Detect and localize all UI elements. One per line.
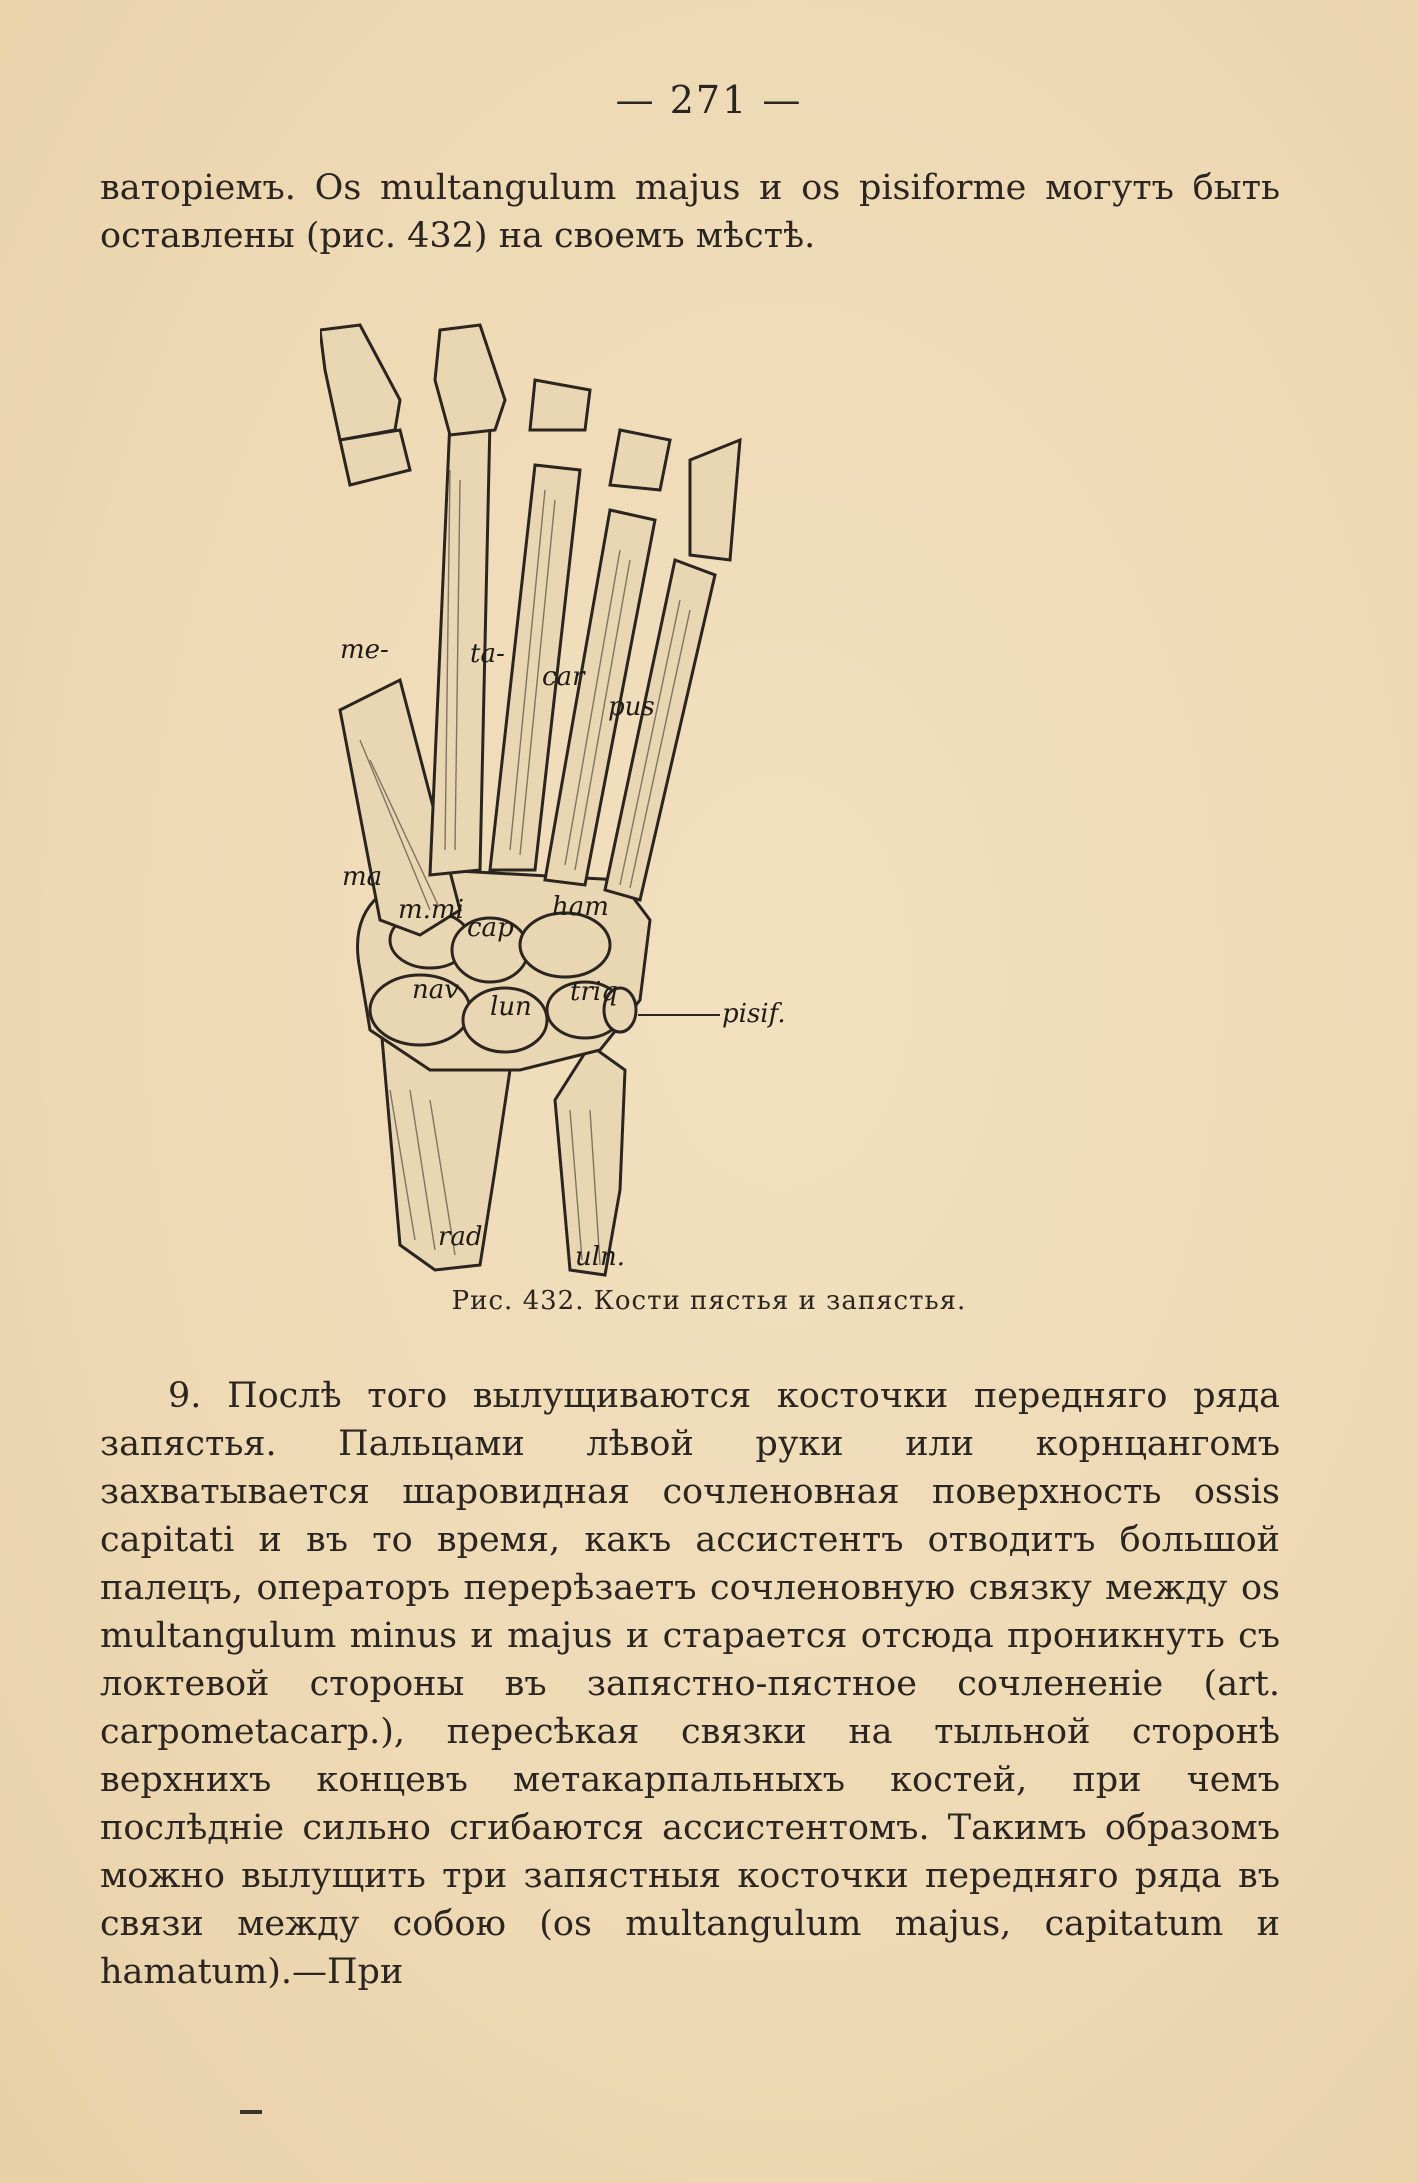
top-paragraph-block	[100, 164, 1280, 260]
label-ham: ham	[552, 892, 609, 922]
ink-mark	[240, 2110, 262, 2114]
label-ta: ta-	[470, 639, 505, 669]
label-cap: cap	[467, 913, 514, 943]
hand-bones-figure	[320, 310, 1040, 1285]
label-triq: triq	[570, 977, 618, 1007]
page-number: — 271 —	[615, 78, 803, 122]
label-lun: lun	[490, 992, 532, 1022]
bone-drawing	[320, 325, 740, 1275]
label-me: me-	[340, 635, 389, 665]
figure-caption: Рис. 432. Кости пястья и запястья.	[451, 1286, 967, 1316]
body-paragraph-block	[100, 1372, 1280, 1996]
label-nav: nav	[412, 975, 459, 1005]
hand-bones-illustration	[320, 310, 1040, 1285]
label-rad: rad	[438, 1222, 483, 1252]
label-pus: pus	[608, 692, 655, 722]
label-mmi: m.mi	[398, 895, 464, 925]
top-paragraph: ваторіемъ. Os multangulum majus и os pisiforme могутъ быть оставлены (рис. 432) на своемъ мѣстѣ.	[100, 168, 1280, 256]
label-uln: uln.	[575, 1242, 626, 1272]
label-car: car	[542, 662, 585, 692]
label-ma: ma	[342, 862, 383, 892]
body-paragraph: 9. Послѣ того вылущиваются косточки передняго ряда запястья. Пальцами лѣвой руки или корнцангомъ захватывается шаровидная сочленовная поверхность ossis capitati и въ то время, какъ ассистентъ отводитъ большой палецъ, операторъ перерѣзаетъ сочленовную связку между os multangulum minus и majus и старается отсюда проникнуть съ локтевой стороны въ запястно-пястное сочлененіе (art. carpometacarp.), пересѣкая связки на тыльной сторонѣ верхнихъ концевъ метакарпальныхъ костей, при чемъ послѣдніе сильно сгибаются ассистентомъ. Такимъ образомъ можно вылущить три запястныя косточки передняго ряда въ связи между собою (os multangulum majus, capitatum и hamatum).—При	[100, 1376, 1280, 1992]
label-pisif: pisif.	[722, 999, 786, 1029]
